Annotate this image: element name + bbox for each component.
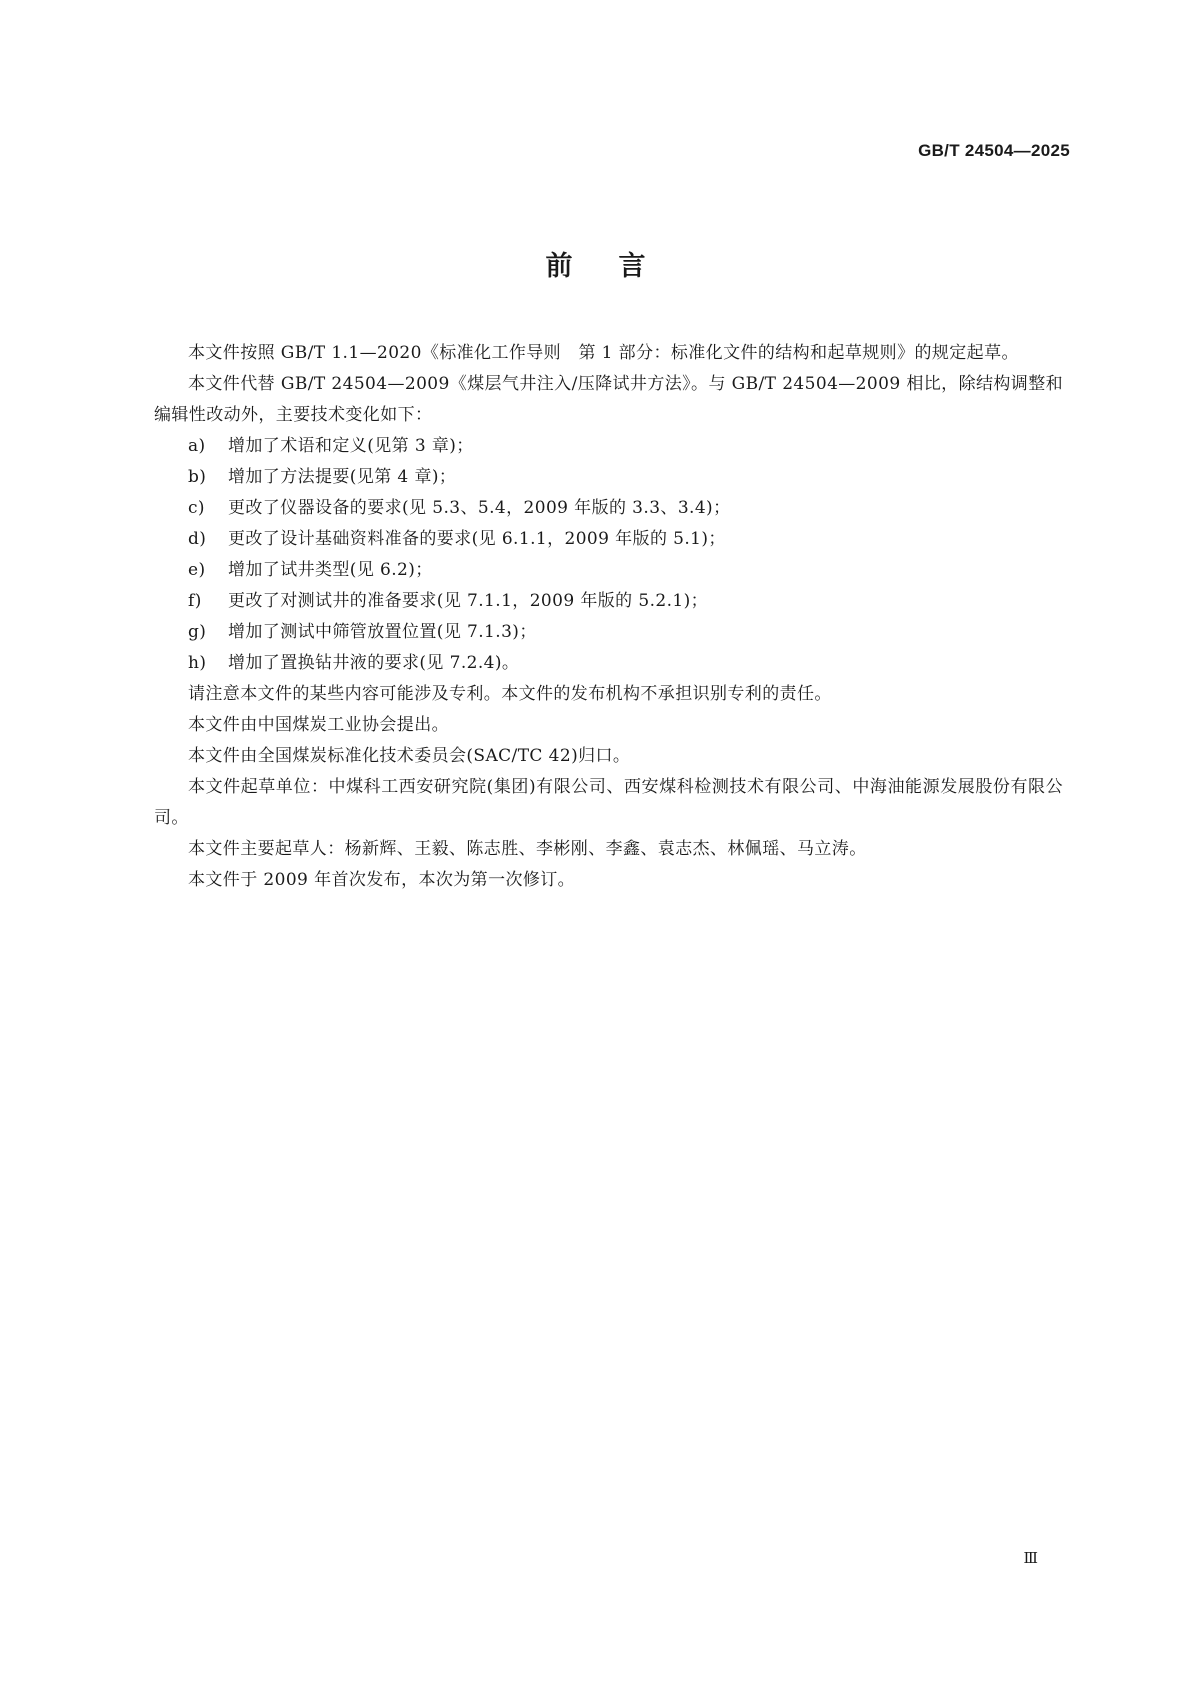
list-marker: f): [188, 591, 202, 611]
list-item: [154, 431, 1063, 462]
changes-list: [154, 431, 1063, 679]
list-item-text: 更改了对测试井的准备要求(见 7.1.1，2009 年版的 5.2.1)；: [228, 591, 709, 611]
list-marker: c): [188, 498, 205, 518]
list-item: [154, 555, 1063, 586]
list-item: [154, 648, 1063, 679]
list-item: [154, 586, 1063, 617]
list-marker: g): [188, 622, 207, 642]
list-marker: b): [188, 467, 207, 487]
list-item-text: 增加了方法提要(见第 4 章)；: [228, 467, 457, 487]
list-marker: h): [188, 653, 207, 673]
drafters-paragraph: 本文件主要起草人：杨新辉、王毅、陈志胜、李彬刚、李鑫、袁志杰、林佩瑶、马立涛。: [188, 839, 867, 859]
intro-paragraph: 本文件按照 GB/T 1.1—2020《标准化工作导则 第 1 部分：标准化文件的结构和起草规则》的规定起草。: [188, 343, 1019, 363]
proposer-paragraph: 本文件由中国煤炭工业协会提出。: [188, 715, 449, 735]
document-number: GB/T 24504—2025: [918, 141, 1070, 160]
list-item: [154, 493, 1063, 524]
patent-notice: 请注意本文件的某些内容可能涉及专利。本文件的发布机构不承担识别专利的责任。: [188, 684, 832, 704]
list-item-text: 增加了置换钻井液的要求(见 7.2.4)。: [228, 653, 520, 673]
list-marker: a): [188, 436, 206, 456]
list-item: [154, 524, 1063, 555]
page-number: Ⅲ: [1023, 1549, 1038, 1567]
foreword-body: [154, 338, 1063, 896]
list-item-text: 更改了仪器设备的要求(见 5.3、5.4，2009 年版的 3.3、3.4)；: [228, 498, 731, 518]
list-item: [154, 617, 1063, 648]
list-item-text: 增加了术语和定义(见第 3 章)；: [228, 436, 474, 456]
list-marker: e): [188, 560, 206, 580]
intro-paragraph: 本文件代替 GB/T 24504—2009《煤层气井注入/压降试井方法》。与 GB/T 24504—2009 相比，除结构调整和编辑性改动外，主要技术变化如下：: [154, 374, 1063, 425]
committee-paragraph: 本文件由全国煤炭标准化技术委员会(SAC/TC 42)归口。: [188, 746, 631, 766]
drafting-units-paragraph: 本文件起草单位：中煤科工西安研究院(集团)有限公司、西安煤科检测技术有限公司、中海油能源发展股份有限公司。: [154, 777, 1063, 828]
list-item-text: 更改了设计基础资料准备的要求(见 6.1.1，2009 年版的 5.1)；: [228, 529, 726, 549]
list-item: [154, 462, 1063, 493]
list-item-text: 增加了试井类型(见 6.2)；: [228, 560, 433, 580]
list-item-text: 增加了测试中筛管放置位置(见 7.1.3)；: [228, 622, 537, 642]
list-marker: d): [188, 529, 207, 549]
history-paragraph: 本文件于 2009 年首次发布，本次为第一次修订。: [188, 870, 576, 890]
page-title: 前言: [545, 251, 692, 282]
